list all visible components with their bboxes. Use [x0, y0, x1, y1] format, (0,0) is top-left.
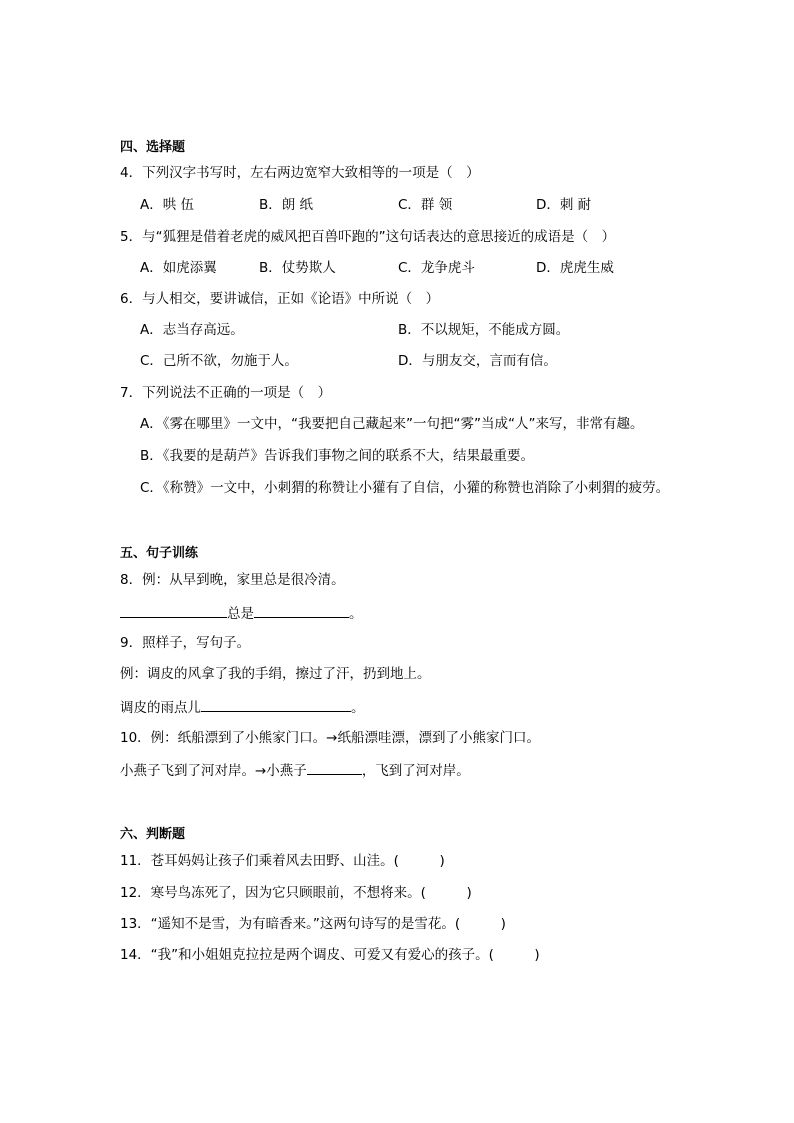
section-4-heading: 四、选择题 [120, 140, 186, 155]
question-9-example: 例：调皮的风拿了我的手绢，擦过了汗，扔到地上。 [120, 666, 431, 682]
question-4-option-a: A．哄 伍 [140, 197, 195, 213]
question-6-option-c: C．己所不欲，勿施于人。 [140, 353, 298, 369]
question-13: 13．“遥知不是雪，为有暗香来。”这两句诗写的是雪花。( ) [120, 916, 506, 932]
question-8-answer-line [120, 603, 363, 623]
question-9-end-mark: 。 [351, 700, 365, 716]
question-7-option-b: B．《我要的是葫芦》告诉我们事物之间的联系不大，结果最重要。 [140, 448, 535, 464]
question-4-option-c: C．群 领 [398, 197, 453, 213]
question-8-blank-1[interactable] [120, 603, 227, 618]
question-12: 12．寒号鸟冻死了，因为它只顾眼前，不想将来。( ) [120, 885, 472, 901]
question-7-option-a: A．《雾在哪里》一文中，“我要把自己藏起来”一句把“雾”当成“人”来写，非常有趣。 [140, 416, 644, 432]
question-8-stem: 8．例：从早到晚，家里总是很冷清。 [120, 572, 345, 588]
question-10-suffix: ，飞到了河对岸。 [361, 763, 470, 779]
question-5-option-d: D．虎虎生威 [536, 260, 614, 276]
question-8-end-mark: 。 [349, 606, 363, 622]
question-4-stem: 4．下列汉字书写时，左右两边宽窄大致相等的一项是（ ） [120, 165, 480, 181]
question-9-blank[interactable] [201, 697, 351, 712]
question-8-middle-text: 总是 [227, 606, 254, 622]
question-7-stem: 7．下列说法不正确的一项是（ ） [120, 385, 332, 401]
question-5-option-b: B．仗势欺人 [259, 260, 336, 276]
question-9-answer-line [120, 697, 365, 717]
question-10-stem: 10．例：纸船漂到了小熊家门口。→纸船漂哇漂，漂到了小熊家门口。 [120, 730, 540, 746]
section-6-heading: 六、判断题 [120, 827, 186, 842]
question-4-option-d: D．刺 耐 [536, 197, 592, 213]
question-6-option-d: D．与朋友交，言而有信。 [398, 353, 557, 369]
question-10-answer-line [120, 760, 470, 780]
question-10-blank[interactable] [307, 760, 362, 775]
question-10-prefix: 小燕子飞到了河对岸。→小燕子 [120, 763, 307, 779]
question-7-option-c: C．《称赞》一文中，小刺猬的称赞让小獾有了自信，小獾的称赞也消除了小刺猬的疲劳。 [140, 480, 670, 496]
question-14: 14．“我”和小姐姐克拉拉是两个调皮、可爱又有爱心的孩子。( ) [120, 947, 540, 963]
question-6-stem: 6．与人相交，要讲诚信，正如《论语》中所说（ ） [120, 291, 440, 307]
question-9-prefix: 调皮的雨点儿 [120, 700, 201, 716]
question-6-option-a: A．志当存高远。 [140, 322, 244, 338]
question-8-blank-2[interactable] [254, 603, 349, 618]
question-9-stem: 9．照样子，写句子。 [120, 635, 251, 651]
question-4-option-b: B．朗 纸 [259, 197, 314, 213]
question-5-option-a: A．如虎添翼 [140, 260, 217, 276]
question-5-option-c: C．龙争虎斗 [398, 260, 475, 276]
section-5-heading: 五、句子训练 [120, 546, 199, 561]
question-11: 11．苍耳妈妈让孩子们乘着风去田野、山洼。( ) [120, 853, 445, 869]
question-6-option-b: B．不以规矩，不能成方圆。 [398, 322, 570, 338]
question-5-stem: 5．与“狐狸是借着老虎的威风把百兽吓跑的”这句话表达的意思接近的成语是（ ） [120, 229, 616, 245]
